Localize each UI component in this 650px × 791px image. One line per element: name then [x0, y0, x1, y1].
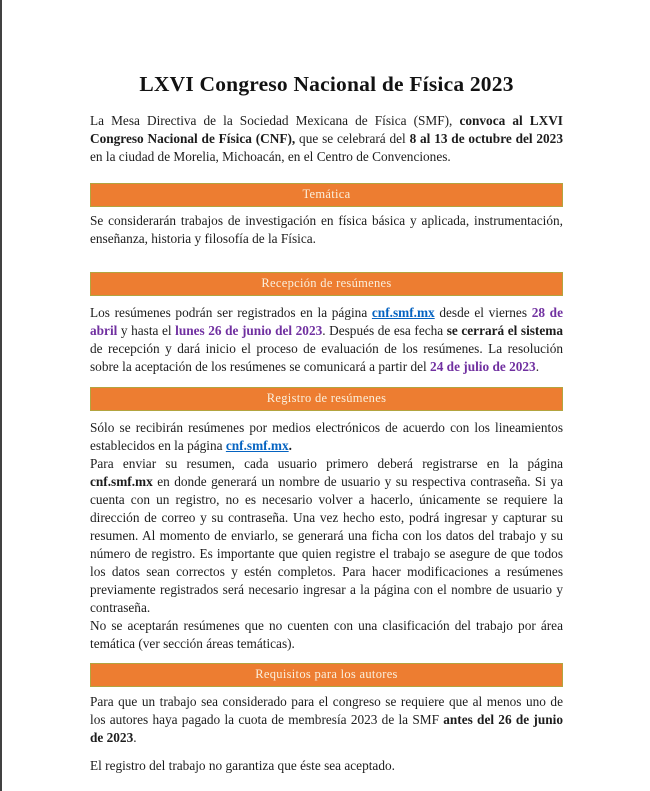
- recepcion-paragraph: [90, 304, 563, 376]
- text-segment: desde el viernes: [434, 305, 532, 320]
- text-segment: antes del 26 de junio de 2023: [90, 712, 563, 745]
- section-banner-tematica: Temática: [90, 183, 563, 207]
- tematica-paragraph: [90, 212, 563, 248]
- text-segment: 28 de abril: [90, 305, 563, 338]
- cnf-smf-mx-link[interactable]: cnf.smf.mx: [225, 438, 289, 453]
- text-segment: La Mesa Directiva de la Sociedad Mexicana de Física (SMF),: [90, 113, 460, 128]
- text-segment: .: [535, 359, 540, 374]
- text-segment: en la ciudad de Morelia, Michoacán, en el Centro de Convenciones.: [90, 149, 451, 164]
- requisitos-paragraph-1: [90, 693, 563, 747]
- text-segment: Para que un trabajo sea considerado para el congreso se requiere que al menos uno de los autores haya pagado la cuota de membresía 2023 de la SMF: [90, 694, 563, 727]
- text-segment: El registro del trabajo no garantiza que éste sea aceptado.: [90, 758, 395, 773]
- page-title: LXVI Congreso Nacional de Física 2023: [139, 72, 514, 96]
- registro-paragraph-1: [90, 419, 563, 455]
- text-segment: que se celebrará del: [295, 131, 410, 146]
- text-segment: . Después de esa fecha: [322, 323, 447, 338]
- text-segment: en donde generará un nombre de usuario y su respectiva contraseña. Si ya cuenta con un registro, no es necesario volver a hacerlo, únicamente se requiere la dirección de correo y su contraseña. Una vez hecho esto, podrá ingresar y capturar su resumen. Al momento de enviarlo, se generará una ficha con los datos del trabajo y su número de registro. Es importante que quien registre el trabajo se asegure de que todos los datos sean correctos y estén completos. Para hacer modificaciones a resúmenes previamente registrados será necesario ingresar a la página con el nombre de usuario y contraseña.: [90, 474, 563, 615]
- text-segment: lunes 26 de junio del 2023: [175, 323, 323, 338]
- text-segment: Para enviar su resumen, cada usuario primero deberá registrarse en la página: [90, 456, 563, 471]
- text-segment: se cerrará el sistema: [446, 323, 563, 338]
- registro-paragraph-2: [90, 455, 563, 617]
- text-segment: convoca al LXVI Congreso Nacional de Física (CNF),: [90, 113, 563, 146]
- text-segment: de recepción y dará inicio el proceso de evaluación de los resúmenes. La resolución sobre la aceptación de los resúmenes se comunicará a partir del: [90, 341, 563, 374]
- text-segment: cnf.smf.mx: [90, 474, 153, 489]
- text-segment: .: [288, 438, 292, 453]
- text-segment: y hasta el: [117, 323, 176, 338]
- text-segment: Sólo se recibirán resúmenes por medios electrónicos de acuerdo con los lineamientos establecidos en la página: [90, 420, 563, 453]
- intro-paragraph: [90, 112, 563, 166]
- text-segment: No se aceptarán resúmenes que no cuenten con una clasificación del trabajo por área temática (ver sección áreas temáticas).: [90, 618, 563, 651]
- section-banner-requisitos-para-los-autores: Requisitos para los autores: [90, 663, 563, 687]
- section-banner-recepcion-de-resumenes: Recepción de resúmenes: [90, 272, 563, 296]
- text-segment: 24 de julio de 2023: [430, 359, 536, 374]
- text-segment: Los resúmenes podrán ser registrados en la página: [90, 305, 372, 320]
- text-segment: .: [133, 730, 137, 745]
- cnf-smf-mx-link[interactable]: cnf.smf.mx: [371, 305, 435, 320]
- requisitos-paragraph-2: [90, 757, 563, 775]
- registro-paragraph-3: [90, 617, 563, 653]
- text-segment: 8 al 13 de octubre del 2023: [409, 131, 563, 146]
- section-banner-registro-de-resumenes: Registro de resúmenes: [90, 387, 563, 411]
- text-segment: Se considerarán trabajos de investigación en física básica y aplicada, instrumentación, enseñanza, historia y filosofía de la Física.: [90, 213, 563, 246]
